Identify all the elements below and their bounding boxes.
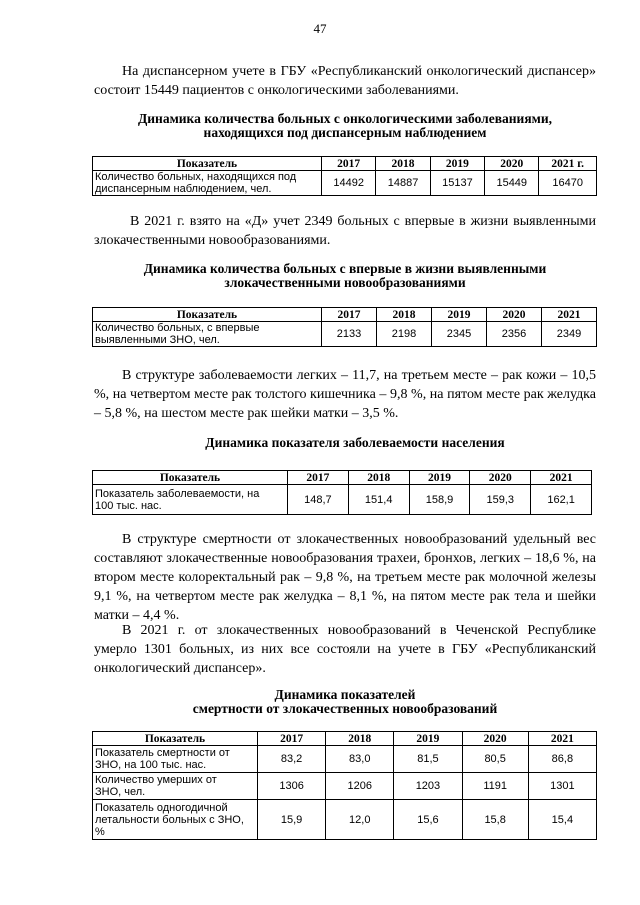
row-label [93, 171, 322, 196]
row-label-line2: диспансерным наблюдением, чел. [95, 183, 272, 195]
header-2019: 2019 [432, 308, 487, 322]
table-mortality [92, 731, 597, 840]
table1-title-line2: находящихся под диспансерным наблюдением [203, 125, 487, 140]
header-2017: 2017 [322, 308, 377, 322]
cell-2019: 1203 [394, 773, 462, 800]
cell-2019: 15137 [430, 171, 484, 196]
header-2019: 2019 [394, 732, 462, 746]
cell-2021: 2349 [542, 322, 597, 347]
cell-2019: 15,6 [394, 800, 462, 840]
table4-title-line2: смертности от злокачественных новообразований [192, 701, 498, 716]
table-incidence-rate [92, 470, 592, 515]
paragraph-deaths-2021: В 2021 г. от злокачественных новообразований в Чеченской Республике умерло 1301 больных, из них все состояли на учете в ГБУ «Республиканский онкологический диспансер». [94, 623, 596, 676]
header-2021: 2021 [528, 732, 596, 746]
table3-title-line1: Динамика показателя заболеваемости населения [205, 435, 505, 450]
paragraph-dispensary-count: На диспансерном учете в ГБУ «Республиканский онкологический диспансер» состоит 15449 пациентов с онкологическими заболеваниями. [94, 64, 596, 98]
header-2017: 2017 [288, 471, 349, 485]
cell-2021: 86,8 [528, 746, 596, 773]
paragraph-registered-2021: В 2021 г. взято на «Д» учет 2349 больных с впервые в жизни выявленными злокачественными новообразованиями. [94, 214, 596, 248]
header-2018: 2018 [326, 732, 394, 746]
cell-2018: 151,4 [348, 485, 409, 515]
table-header-row [93, 732, 597, 746]
row-label-line3: % [95, 825, 105, 838]
header-indicator: Показатель [93, 157, 322, 171]
row-label [93, 800, 258, 840]
table-row [93, 171, 597, 196]
table3-title [120, 436, 590, 450]
row-label-line1: Показатель заболеваемости, на [95, 487, 260, 500]
header-2018: 2018 [376, 157, 430, 171]
cell-2017: 1306 [258, 773, 326, 800]
table-row [93, 485, 592, 515]
row-label [93, 322, 322, 347]
cell-2017: 2133 [322, 322, 377, 347]
header-2019: 2019 [409, 471, 470, 485]
cell-2018: 1206 [326, 773, 394, 800]
table2-title-line1: Динамика количества больных с впервые в жизни выявленными [143, 261, 547, 276]
row-label-line1: Показатель смертности от [95, 747, 230, 759]
header-2021: 2021 [531, 471, 592, 485]
table-row [93, 800, 597, 840]
row-label-line1: Количество больных, с впервые [95, 322, 260, 334]
row-label-line1: Количество больных, находящихся под [95, 171, 297, 183]
cell-2020: 159,3 [470, 485, 531, 515]
row-label [93, 773, 258, 800]
cell-2018: 2198 [377, 322, 432, 347]
cell-2021: 15,4 [528, 800, 596, 840]
header-2017: 2017 [258, 732, 326, 746]
table4-title-line1: Динамика показателей [274, 687, 416, 702]
header-2021: 2021 [542, 308, 597, 322]
cell-2017: 15,9 [258, 800, 326, 840]
paragraph-mortality-structure: В структуре смертности от злокачественных новообразований удельный вес составляют злокачественные новообразования трахеи, бронхов, легких – 18,6 %, на втором месте колоректальный рак – 9,8 %, на третьем месте рак молочной железы 9,1 %, на четвертом месте рак желудка – 8,1 %, на пятом месте рак тела и шейки матки – 4,4 %. [94, 532, 596, 623]
header-2020: 2020 [470, 471, 531, 485]
table-header-row [93, 157, 597, 171]
header-2020: 2020 [462, 732, 528, 746]
cell-2017: 83,2 [258, 746, 326, 773]
row-label-line2: 100 тыс. нас. [95, 499, 162, 512]
cell-2021: 16470 [539, 171, 597, 196]
row-label [93, 485, 288, 515]
table2-title-line2: злокачественными новообразованиями [224, 275, 466, 290]
cell-2019: 158,9 [409, 485, 470, 515]
cell-2020: 15,8 [462, 800, 528, 840]
cell-2020: 15449 [485, 171, 539, 196]
table2-title [60, 262, 630, 290]
cell-2020: 1191 [462, 773, 528, 800]
table-new-cases [92, 307, 597, 347]
page-number: 47 [313, 21, 327, 36]
header-indicator: Показатель [93, 308, 322, 322]
table-row [93, 773, 597, 800]
header-2017: 2017 [322, 157, 376, 171]
row-label-line1: Показатель одногодичной [95, 801, 228, 814]
cell-2019: 2345 [432, 322, 487, 347]
table-header-row [93, 471, 592, 485]
row-label-line2: ЗНО, на 100 тыс. нас. [95, 759, 207, 771]
paragraph-incidence-structure: В структуре заболеваемости легких – 11,7, на третьем месте – рак кожи – 10,5 %, на четвертом месте рак толстого кишечника – 9,8 %, на пятом месте рак желудка – 5,8 %, на шестом месте рак шейки матки – 3,5 %. [94, 368, 596, 421]
table-row [93, 322, 597, 347]
header-2020: 2020 [487, 308, 542, 322]
cell-2017: 148,7 [288, 485, 349, 515]
cell-2018: 12,0 [326, 800, 394, 840]
cell-2019: 81,5 [394, 746, 462, 773]
cell-2020: 2356 [487, 322, 542, 347]
cell-2021: 1301 [528, 773, 596, 800]
header-2019: 2019 [430, 157, 484, 171]
table1-title [60, 112, 630, 140]
table-header-row [93, 308, 597, 322]
cell-2018: 83,0 [326, 746, 394, 773]
row-label-line2: летальности больных с ЗНО, [95, 813, 244, 826]
cell-2017: 14492 [322, 171, 376, 196]
header-2021: 2021 г. [539, 157, 597, 171]
cell-2018: 14887 [376, 171, 430, 196]
header-2020: 2020 [485, 157, 539, 171]
header-indicator: Показатель [93, 732, 258, 746]
header-2018: 2018 [377, 308, 432, 322]
table-row [93, 746, 597, 773]
cell-2020: 80,5 [462, 746, 528, 773]
row-label-line2: ЗНО, чел. [95, 786, 146, 798]
row-label [93, 746, 258, 773]
table4-title [60, 688, 630, 716]
cell-2021: 162,1 [531, 485, 592, 515]
table1-title-line1: Динамика количества больных с онкологическими заболеваниями, [137, 111, 552, 126]
row-label-line1: Количество умерших от [95, 774, 217, 786]
row-label-line2: выявленными ЗНО, чел. [95, 334, 220, 346]
header-indicator: Показатель [93, 471, 288, 485]
table-dispensary-patients [92, 156, 597, 196]
header-2018: 2018 [348, 471, 409, 485]
